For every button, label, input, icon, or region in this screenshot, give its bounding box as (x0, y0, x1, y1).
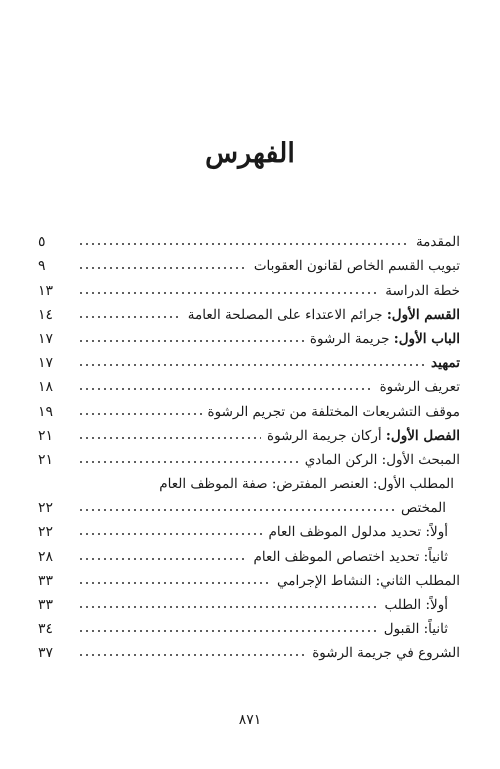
toc-entry (38, 444, 460, 468)
dot-leader (78, 461, 299, 463)
entry-text: ثانياً: القبول (383, 621, 448, 638)
entry-text: المطلب الأول: العنصر المفترض: صفة الموظف العام (159, 476, 454, 493)
page-number: ٢٨ (38, 548, 54, 565)
dot-leader (78, 316, 182, 318)
dot-leader (78, 364, 425, 366)
page-number: ٥ (38, 234, 46, 251)
toc-entry (38, 589, 460, 613)
page-number: ٢١ (38, 451, 54, 468)
entry-text: خطة الدراسة (385, 282, 460, 299)
page-number: ٣٤ (38, 621, 54, 638)
entry-text: المقدمة (415, 234, 460, 251)
toc-entry (38, 468, 460, 492)
page-number: ٢١ (38, 427, 54, 444)
dot-leader (78, 340, 304, 342)
dot-leader (78, 606, 379, 608)
page-number: ١٧ (38, 355, 54, 372)
toc-entry (38, 395, 460, 419)
page-number: ١٧ (38, 330, 54, 347)
entry-text (310, 331, 460, 347)
entry-text: أولاً: تحديد مدلول الموظف العام (268, 524, 448, 541)
entry-text: الشروع في جريمة الرشوة (312, 645, 460, 662)
toc-entry (38, 420, 460, 444)
folio-page-number: ٨٧١ (238, 712, 262, 728)
entry-text: موقف التشريعات المختلفة من تجريم الرشوة (207, 403, 460, 420)
dot-leader (78, 388, 374, 390)
toc-entry (38, 540, 460, 564)
dot-leader (78, 630, 378, 632)
page-title: الفهرس (205, 138, 295, 169)
toc-entry (38, 323, 460, 347)
entry-bold-label: القسم الأول: (386, 306, 460, 323)
page-number: ١٨ (38, 379, 54, 396)
toc-entry (38, 371, 460, 395)
entry-bold-label: تمهيد (431, 355, 460, 372)
toc-entry (38, 226, 460, 250)
page-number: ٢٢ (38, 524, 54, 541)
dot-leader (78, 582, 271, 584)
toc-entry (38, 347, 460, 371)
dot-leader (78, 437, 261, 439)
entry-text: أولاً: الطلب (384, 597, 448, 613)
entry-label: جريمة الرشوة (309, 330, 394, 347)
toc-entry (38, 299, 460, 323)
dot-leader (78, 413, 202, 415)
toc-entry-continuation (38, 492, 460, 516)
entry-label: أركان جريمة الرشوة (267, 427, 386, 444)
entry-bold-label: الباب الأول: (393, 330, 460, 347)
entry-text (188, 307, 460, 323)
page-number: ٣٣ (38, 597, 54, 613)
page-number: ١٣ (38, 282, 54, 299)
page-number: ٣٣ (38, 572, 54, 589)
dot-leader (78, 292, 379, 294)
toc-entry (38, 250, 460, 274)
page-number: ٢٢ (38, 500, 54, 517)
page-number: ٩ (38, 258, 46, 275)
table-of-contents (38, 226, 460, 661)
dot-leader (78, 654, 306, 656)
entry-label: جرائم الاعتداء على المصلحة العامة (187, 306, 387, 323)
entry-text: تبويب القسم الخاص لقانون العقوبات (253, 258, 460, 275)
page-number: ٣٧ (38, 645, 54, 662)
entry-text: تعريف الرشوة (379, 379, 460, 396)
toc-entry (38, 565, 460, 589)
page-number: ١٤ (38, 306, 54, 323)
entry-text: المختص (401, 500, 446, 517)
entry-text: ثانياً: تحديد اختصاص الموظف العام (253, 548, 448, 565)
entry-bold-label: الفصل الأول: (385, 427, 460, 444)
toc-entry (38, 637, 460, 661)
toc-entry (38, 516, 460, 540)
entry-text: المطلب الثاني: النشاط الإجرامي (276, 572, 460, 589)
dot-leader (78, 267, 248, 269)
toc-entry (38, 613, 460, 637)
page-number: ١٩ (38, 403, 54, 420)
entry-text (267, 428, 460, 444)
dot-leader (78, 533, 262, 535)
dot-leader (78, 509, 395, 511)
entry-text: المبحث الأول: الركن المادي (304, 451, 460, 468)
dot-leader (78, 243, 410, 245)
toc-entry (38, 274, 460, 298)
dot-leader (78, 558, 248, 560)
